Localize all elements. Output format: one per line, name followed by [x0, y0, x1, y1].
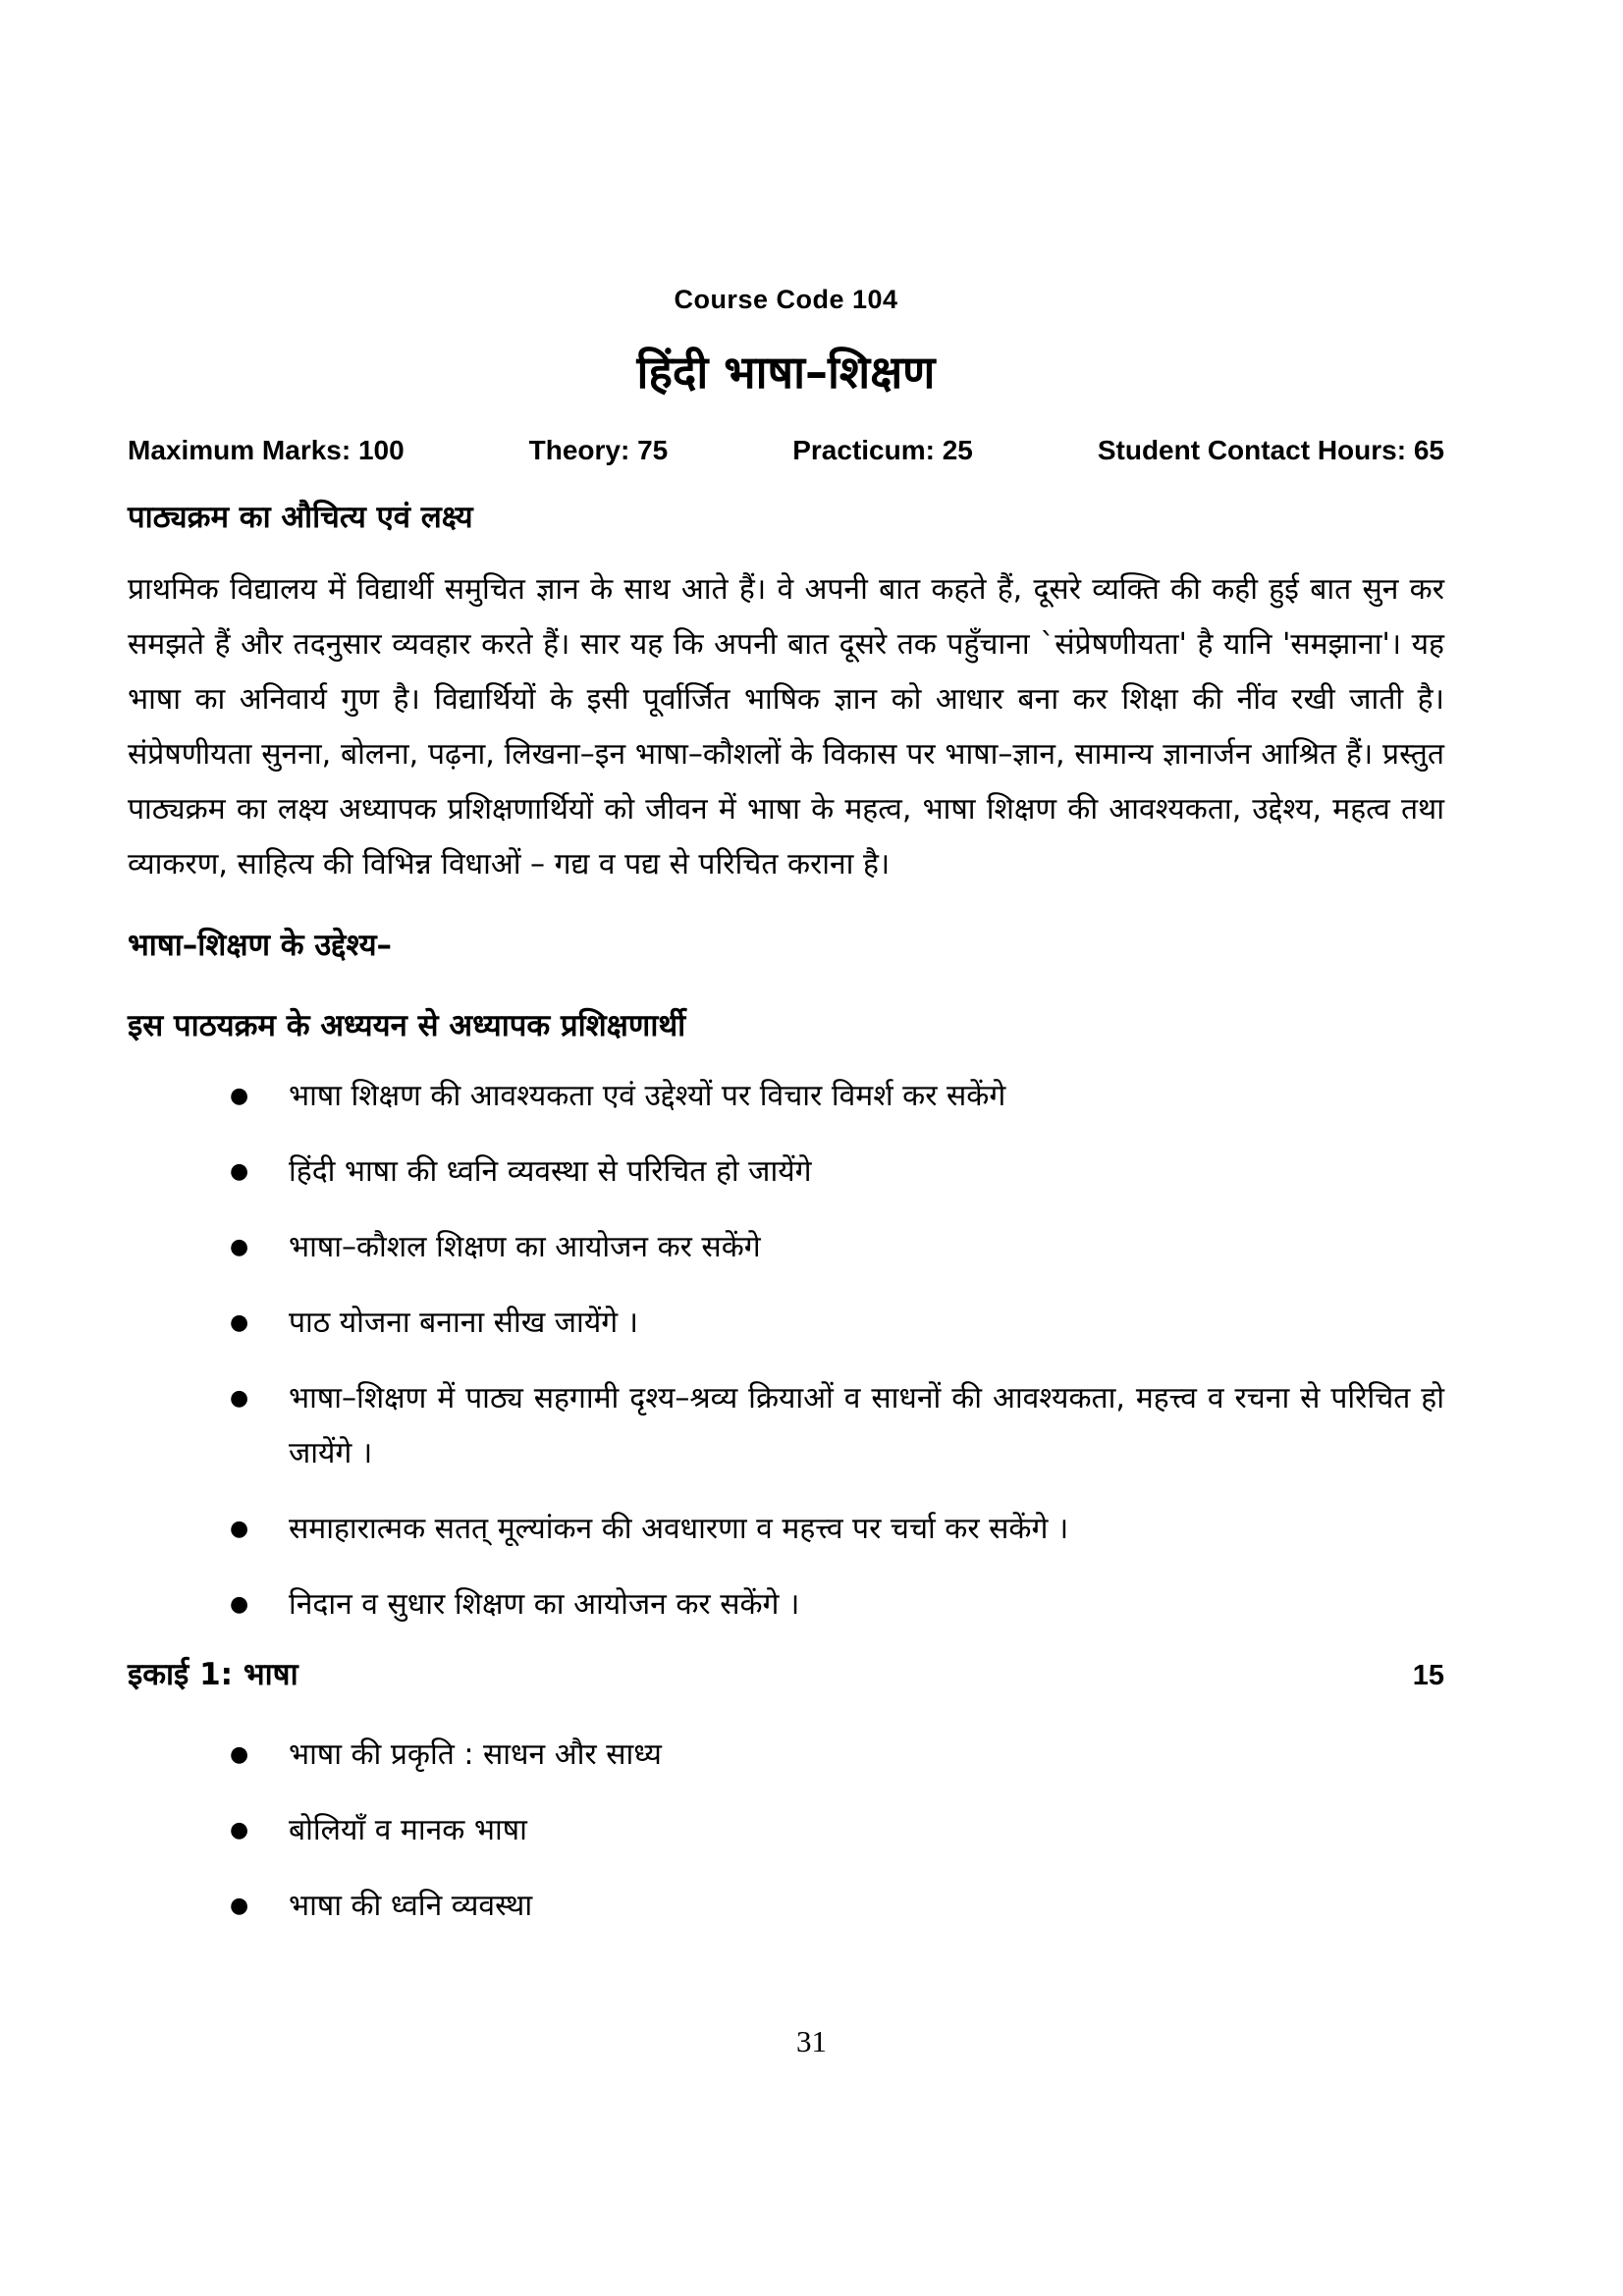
- objectives-subheading: इस पाठयक्रम के अध्ययन से अध्यापक प्रशिक्षणार्थी: [128, 1008, 686, 1043]
- marks-line: [128, 435, 1444, 466]
- list-item-text: भाषा–कौशल शिक्षण का आयोजन कर सकेंगे: [289, 1230, 761, 1264]
- unit1-list: [128, 1728, 1444, 1934]
- list-item-text: भाषा शिक्षण की आवश्यकता एवं उद्देश्यों पर विचार विमर्श कर सकेंगे: [289, 1079, 1006, 1113]
- bullet-icon: ●: [230, 1592, 249, 1617]
- objectives-list: [128, 1069, 1444, 1632]
- practicum-marks: Practicum: 25: [792, 435, 973, 465]
- bullet-icon: ●: [230, 1742, 249, 1767]
- list-item: [128, 1296, 1444, 1351]
- page-number: 31: [796, 2024, 827, 2058]
- objectives-heading: भाषा–शिक्षण के उद्देश्य–: [128, 928, 393, 963]
- bullet-icon: ●: [230, 1386, 249, 1411]
- list-item: [128, 1069, 1444, 1124]
- list-item: [128, 1502, 1444, 1557]
- course-code: Course Code 104: [674, 285, 898, 314]
- list-item-text: निदान व सुधार शिक्षण का आयोजन कर सकेंगे ।: [289, 1587, 800, 1622]
- list-item-text: भाषा–शिक्षण में पाठ्य सहगामी दृश्य–श्रव्य क्रियाओं व साधनों की आवश्यकता, महत्त्व व रचना से परिचित हो जायेंगे ।: [289, 1381, 1444, 1470]
- unit1-marks: 15: [1412, 1660, 1444, 1691]
- list-item-text: बोलियाँ व मानक भाषा: [289, 1813, 527, 1847]
- unit1-heading: इकाई 1: भाषा: [128, 1657, 298, 1692]
- bullet-icon: ●: [230, 1517, 249, 1541]
- bullet-icon: ●: [230, 1310, 249, 1335]
- list-item: [128, 1728, 1444, 1783]
- page-title: हिंदी भाषा–शिक्षण: [636, 346, 936, 399]
- list-item: [128, 1371, 1444, 1481]
- list-item-text: भाषा की प्रकृति : साधन और साध्य: [289, 1737, 662, 1772]
- bullet-icon: ●: [230, 1159, 249, 1184]
- list-item: [128, 1145, 1444, 1200]
- list-item-text: हिंदी भाषा की ध्वनि व्यवस्था से परिचित हो जायेंगे: [289, 1154, 812, 1189]
- list-item: [128, 1577, 1444, 1632]
- bullet-icon: ●: [230, 1235, 249, 1259]
- list-item: [128, 1220, 1444, 1275]
- bullet-icon: ●: [230, 1084, 249, 1108]
- list-item-text: भाषा की ध्वनि व्यवस्था: [289, 1889, 533, 1923]
- list-item: [128, 1803, 1444, 1858]
- list-item-text: पाठ योजना बनाना सीख जायेंगे ।: [289, 1306, 639, 1340]
- unit1-heading-row: [128, 1653, 1444, 1694]
- theory-marks: Theory: 75: [528, 435, 669, 465]
- maximum-marks: Maximum Marks: 100: [128, 435, 405, 465]
- bullet-icon: ●: [230, 1894, 249, 1918]
- bullet-icon: ●: [230, 1818, 249, 1842]
- rationale-heading: पाठ्यक्रम का औचित्य एवं लक्ष्य: [128, 500, 473, 535]
- rationale-paragraph: प्राथमिक विद्यालय में विद्यार्थी समुचित ज्ञान के साथ आते हैं। वे अपनी बात कहते हैं, दूसरे व्यक्ति की कही हुई बात सुन कर समझते हैं और तदनुसार व्यवहार करते हैं। सार यह कि अपनी बात दूसरे तक पहुँचाना `संप्रेषणीयता' है यानि 'समझाना'। यह भाषा का अनिवार्य गुण है। विद्यार्थियों के इसी पूर्वार्जित भाषिक ज्ञान को आधार बना कर शिक्षा की नींव रखी जाती है। संप्रेषणीयता सुनना, बोलना, पढ़ना, लिखना–इन भाषा–कौशलों के विकास पर भाषा–ज्ञान, सामान्य ज्ञानार्जन आश्रित हैं। प्रस्तुत पाठ्यक्रम का लक्ष्य अध्यापक प्रशिक्षणार्थियों को जीवन में भाषा के महत्व, भाषा शिक्षण की आवश्यकता, उद्देश्य, महत्व तथा व्याकरण, साहित्य की विभिन्न विधाओं – गद्य व पद्य से परिचित कराना है।: [128, 572, 1444, 881]
- list-item-text: समाहारात्मक सतत् मूल्यांकन की अवधारणा व महत्त्व पर चर्चा कर सकेंगे ।: [289, 1512, 1069, 1546]
- contact-hours: Student Contact Hours: 65: [1097, 435, 1444, 465]
- list-item: [128, 1879, 1444, 1934]
